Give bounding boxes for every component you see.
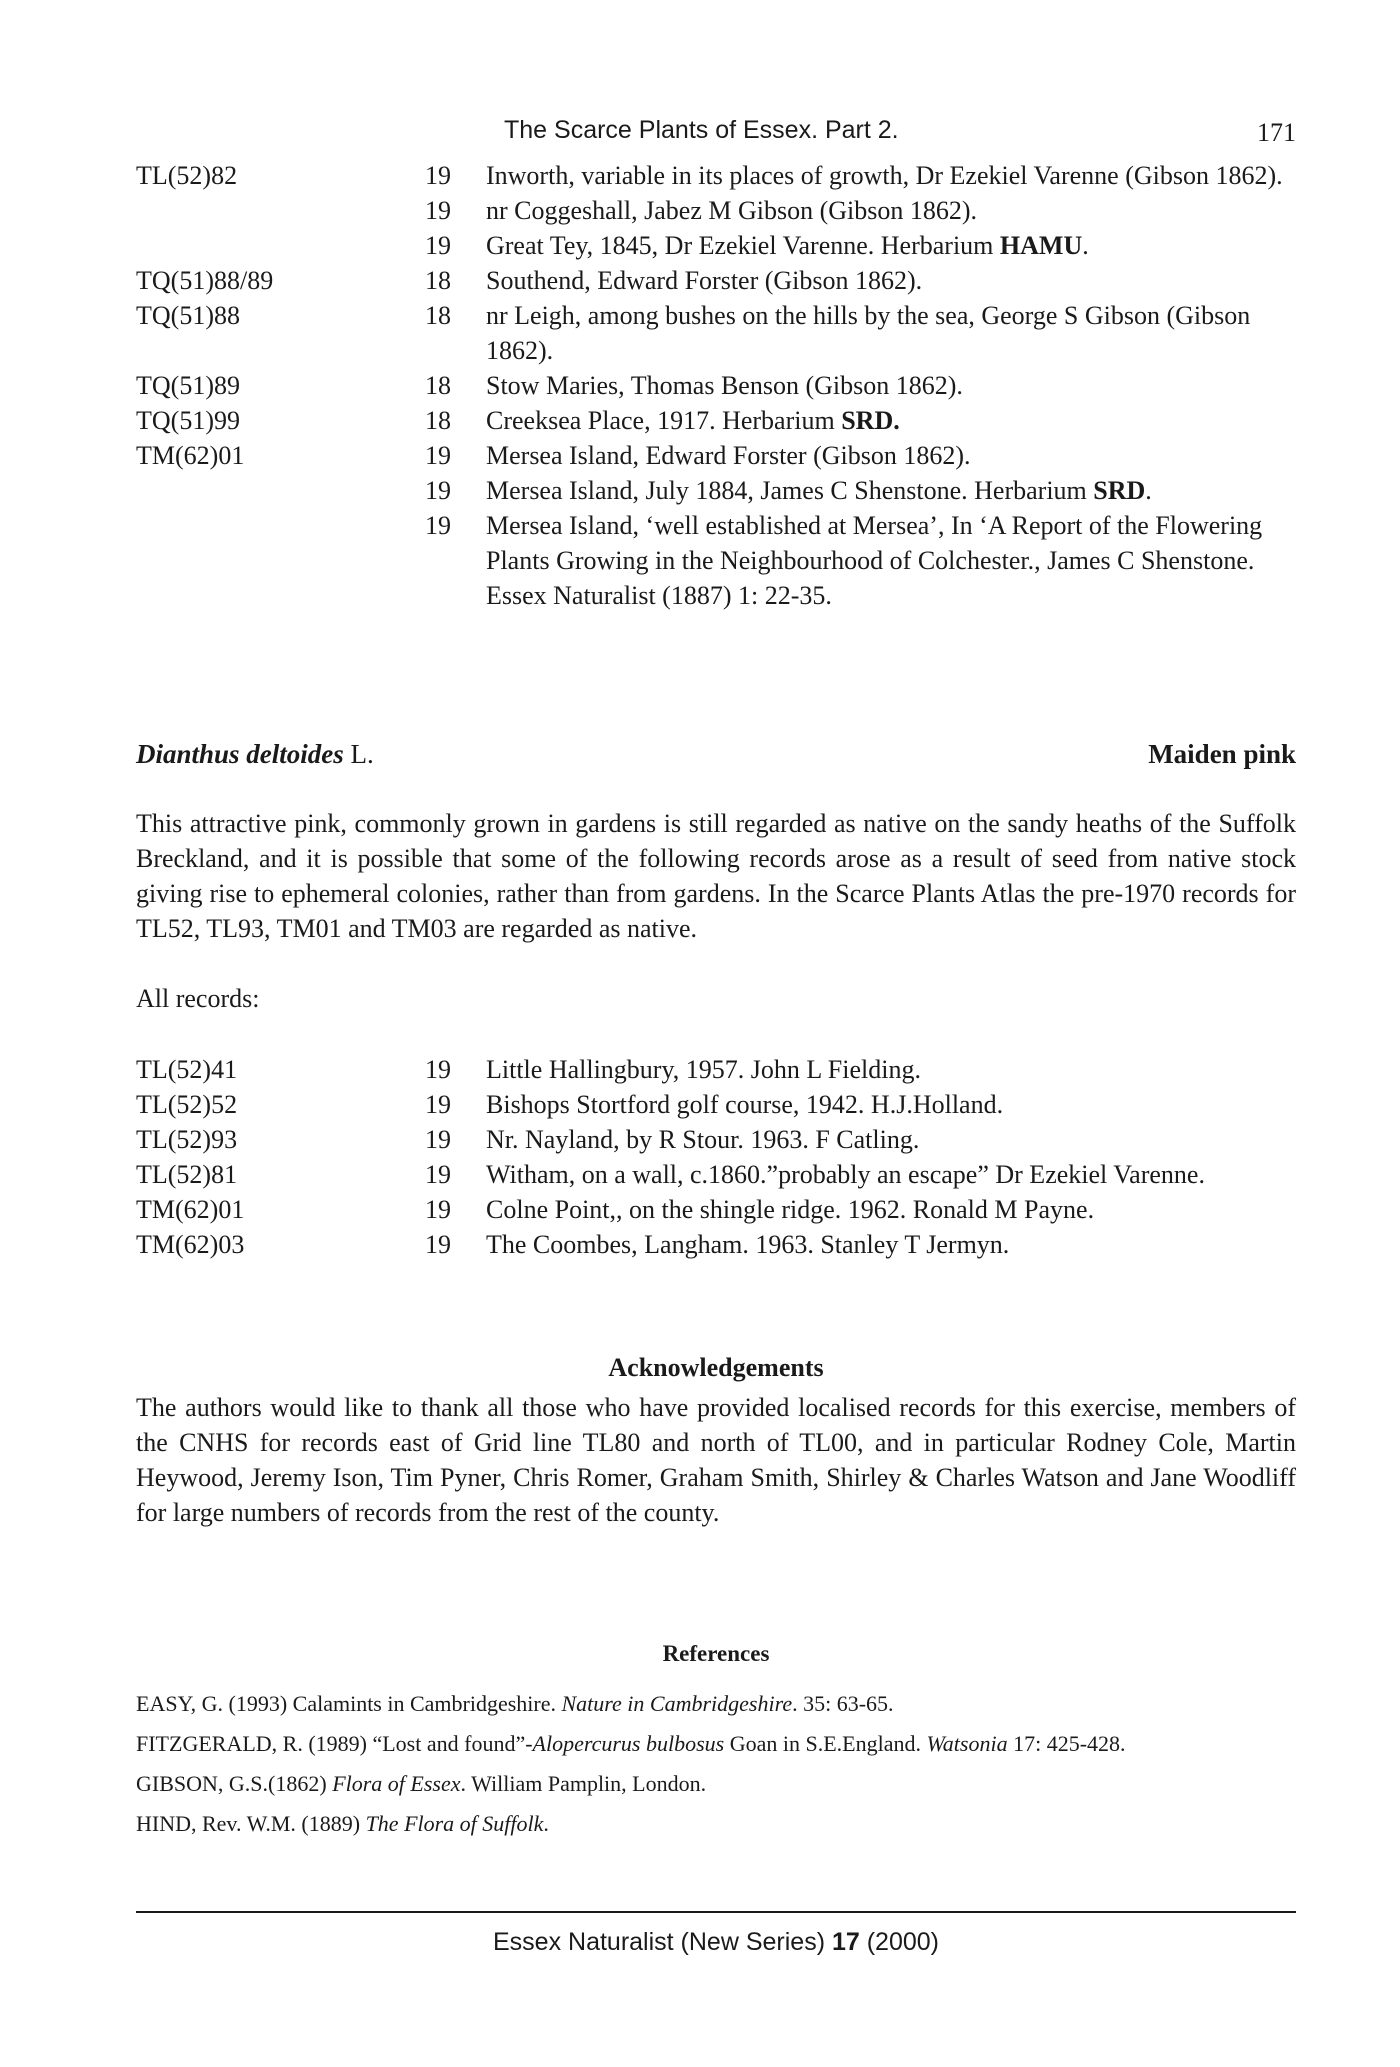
record-row xyxy=(136,438,1296,473)
record-text-main: Southend, Edward Forster (Gibson 1862). xyxy=(486,266,923,295)
footer-year: (2000) xyxy=(859,1928,939,1956)
grid-reference: TL(52)82 xyxy=(136,161,238,190)
record-text-main: Little Hallingbury, 1957. John L Fielding. xyxy=(486,1055,921,1084)
record-century: 19 xyxy=(425,196,451,225)
record-text xyxy=(470,1157,1296,1192)
record-text-main: Stow Maries, Thomas Benson (Gibson 1862). xyxy=(486,371,963,400)
page-number: 171 xyxy=(1257,118,1296,147)
record-row xyxy=(136,1227,1296,1262)
herbarium-code: HAMU xyxy=(999,231,1083,260)
record-text-main: Colne Point,, on the shingle ridge. 1962. Ronald M Payne. xyxy=(486,1195,1095,1224)
reference-text: FITZGERALD, R. (1989) “Lost and found”- xyxy=(136,1731,533,1756)
footer-volume: 17 xyxy=(831,1928,860,1956)
grid-reference: TL(52)41 xyxy=(136,1055,238,1084)
record-table-all xyxy=(136,1052,1296,1262)
record-century: 18 xyxy=(425,266,451,295)
reference-text: . xyxy=(543,1811,549,1836)
record-century: 19 xyxy=(425,161,451,190)
record-text-main: nr Coggeshall, Jabez M Gibson (Gibson 1862). xyxy=(486,196,978,225)
record-row xyxy=(136,403,1296,438)
record-text-main: Nr. Nayland, by R Stour. 1963. F Catling. xyxy=(486,1125,920,1154)
grid-reference: TM(62)03 xyxy=(136,1230,245,1259)
record-text-main: Mersea Island, Edward Forster (Gibson 1862). xyxy=(486,441,971,470)
reference-text: GIBSON, G.S.(1862) xyxy=(136,1771,333,1796)
running-head xyxy=(136,116,1296,152)
reference-text: . William Pamplin, London. xyxy=(460,1771,707,1796)
record-century: 19 xyxy=(425,1055,451,1084)
record-text xyxy=(470,228,1296,263)
record-text xyxy=(470,473,1296,508)
record-table-top xyxy=(136,158,1296,613)
record-text xyxy=(470,158,1296,193)
record-text-main: Bishops Stortford golf course, 1942. H.J.Holland. xyxy=(486,1090,1004,1119)
acknowledgements-text: The authors would like to thank all those who have provided localised records for this exercise, members of the CNHS for records east of Grid line TL80 and north of TL00, and in particular Rodney Cole, Martin Heywood, Jeremy Ison, Tim Pyner, Chris Romer, Graham Smith, Shirley & Charles Watson and Jane Woodliff for large numbers of records from the rest of the county. xyxy=(136,1393,1296,1527)
reference-list xyxy=(136,1687,1296,1847)
reference-text: Goan in S.E.England. xyxy=(724,1731,927,1756)
herbarium-code: SRD xyxy=(1093,476,1146,505)
record-century: 19 xyxy=(425,511,451,540)
record-text-main: Inworth, variable in its places of growth, Dr Ezekiel Varenne (Gibson 1862). xyxy=(486,161,1283,190)
record-row xyxy=(136,1157,1296,1192)
record-text-main: Mersea Island, July 1884, James C Shenstone. Herbarium xyxy=(486,476,1094,505)
record-century: 18 xyxy=(425,371,451,400)
reference-text: HIND, Rev. W.M. (1889) xyxy=(136,1811,366,1836)
record-text xyxy=(470,1087,1296,1122)
record-row xyxy=(136,193,1296,228)
record-text-main: The Coombes, Langham. 1963. Stanley T Jermyn. xyxy=(486,1230,1010,1259)
reference-entry xyxy=(136,1727,1296,1760)
reference-title: Alopercurus bulbosus xyxy=(532,1731,725,1756)
grid-reference: TM(62)01 xyxy=(136,441,245,470)
record-text xyxy=(470,193,1296,228)
record-text xyxy=(470,298,1296,368)
grid-reference: TL(52)81 xyxy=(136,1160,238,1189)
record-century: 19 xyxy=(425,1160,451,1189)
grid-reference: TQ(51)88/89 xyxy=(136,266,274,295)
record-text xyxy=(470,1122,1296,1157)
record-text-main: Creeksea Place, 1917. Herbarium xyxy=(486,406,842,435)
record-text-main: Great Tey, 1845, Dr Ezekiel Varenne. Herbarium xyxy=(486,231,1000,260)
record-text-main: Witham, on a wall, c.1860.”probably an escape” Dr Ezekiel Varenne. xyxy=(486,1160,1205,1189)
record-century: 19 xyxy=(425,1195,451,1224)
reference-entry xyxy=(136,1807,1296,1840)
record-century: 19 xyxy=(425,1230,451,1259)
record-text xyxy=(470,1052,1296,1087)
record-century: 19 xyxy=(425,1090,451,1119)
species-paragraph: This attractive pink, commonly grown in gardens is still regarded as native on the sandy heaths of the Suffolk Breckland, and it is possible that some of the following records arose as a result of seed from native stock giving rise to ephemeral colonies, rather than from gardens. In the Scarce Plants Atlas the pre-1970 records for TL52, TL93, TM01 and TM03 are regarded as native. xyxy=(136,809,1296,943)
record-row xyxy=(136,1122,1296,1157)
record-text xyxy=(470,368,1296,403)
record-text-end: . xyxy=(1082,231,1089,260)
record-row xyxy=(136,228,1296,263)
record-text xyxy=(470,263,1296,298)
document-page xyxy=(136,0,1296,2067)
record-row xyxy=(136,263,1296,298)
references-heading: References xyxy=(662,1641,770,1666)
grid-reference: TQ(51)88 xyxy=(136,301,240,330)
record-text xyxy=(470,1227,1296,1262)
record-row xyxy=(136,508,1296,613)
record-row xyxy=(136,158,1296,193)
record-text xyxy=(470,1192,1296,1227)
record-century: 19 xyxy=(425,476,451,505)
reference-title: Nature in Cambridgeshire xyxy=(561,1691,793,1716)
grid-reference: TQ(51)99 xyxy=(136,406,240,435)
common-name: Maiden pink xyxy=(1148,739,1296,769)
reference-text: 17: 425-428. xyxy=(1007,1731,1126,1756)
record-text xyxy=(470,438,1296,473)
record-row xyxy=(136,298,1296,368)
record-text-end: . xyxy=(1145,476,1152,505)
record-row xyxy=(136,473,1296,508)
species-authority: L. xyxy=(343,739,374,769)
record-row xyxy=(136,1087,1296,1122)
grid-reference: TQ(51)89 xyxy=(136,371,240,400)
record-century: 18 xyxy=(425,301,451,330)
reference-text: EASY, G. (1993) Calamints in Cambridgeshire. xyxy=(136,1691,562,1716)
footer xyxy=(136,1928,1296,1957)
reference-entry xyxy=(136,1687,1296,1720)
footer-rule xyxy=(136,1911,1296,1913)
record-century: 19 xyxy=(425,441,451,470)
footer-journal: Essex Naturalist (New Series) xyxy=(492,1928,832,1956)
record-row xyxy=(136,368,1296,403)
grid-reference: TL(52)93 xyxy=(136,1125,238,1154)
record-row xyxy=(136,1052,1296,1087)
grid-reference: TM(62)01 xyxy=(136,1195,245,1224)
record-text-main: nr Leigh, among bushes on the hills by the sea, George S Gibson (Gibson 1862). xyxy=(486,301,1251,365)
acknowledgements-heading: Acknowledgements xyxy=(608,1353,824,1382)
species-name: Dianthus deltoides xyxy=(136,739,344,769)
record-century: 19 xyxy=(425,231,451,260)
record-text-main: Mersea Island, ‘well established at Mersea’, In ‘A Report of the Flowering Plants Growing in the Neighbourhood of Colchester., James C Shenstone. Essex Naturalist (1887) 1: 22-35. xyxy=(486,511,1263,610)
record-text xyxy=(470,403,1296,438)
running-title: The Scarce Plants of Essex. Part 2. xyxy=(504,116,899,144)
record-row xyxy=(136,1192,1296,1227)
reference-title: Flora of Essex xyxy=(332,1771,461,1796)
record-text xyxy=(470,508,1296,613)
grid-reference: TL(52)52 xyxy=(136,1090,238,1119)
record-century: 18 xyxy=(425,406,451,435)
herbarium-code: SRD. xyxy=(841,406,900,435)
reference-journal: Watsonia xyxy=(926,1731,1008,1756)
reference-title: The Flora of Suffolk xyxy=(365,1811,544,1836)
all-records-label: All records: xyxy=(136,984,260,1013)
reference-text: . 35: 63-65. xyxy=(792,1691,894,1716)
record-century: 19 xyxy=(425,1125,451,1154)
reference-entry xyxy=(136,1767,1296,1800)
species-heading xyxy=(136,736,1296,772)
